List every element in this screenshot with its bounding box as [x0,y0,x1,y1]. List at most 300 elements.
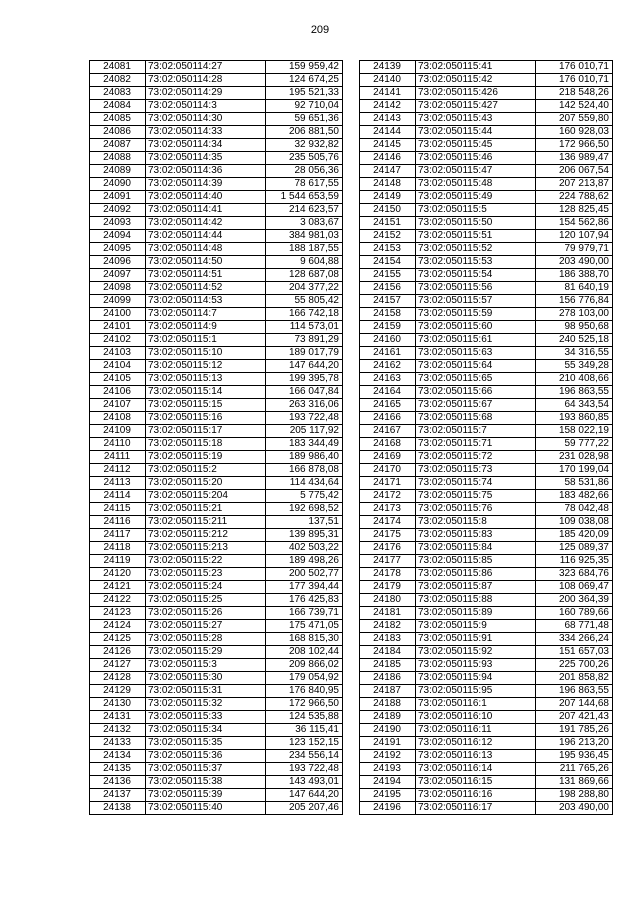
table-row [90,516,343,529]
row-number-cell: 24137 [90,789,146,802]
table-row [90,295,343,308]
row-number-cell: 24152 [360,230,416,243]
table-row [360,633,613,646]
row-number-cell: 24183 [360,633,416,646]
row-number-cell: 24127 [90,659,146,672]
value-cell: 224 788,62 [536,191,613,204]
cadastral-number-cell: 73:02:050115:22 [146,555,266,568]
table-row [360,802,613,815]
cadastral-number-cell: 73:02:050115:75 [416,490,536,503]
row-number-cell: 24117 [90,529,146,542]
row-number-cell: 24123 [90,607,146,620]
value-cell: 28 056,36 [266,165,343,178]
row-number-cell: 24086 [90,126,146,139]
row-number-cell: 24139 [360,61,416,74]
table-row [90,321,343,334]
cadastral-number-cell: 73:02:050115:74 [416,477,536,490]
value-cell: 1 544 653,59 [266,191,343,204]
cadastral-number-cell: 73:02:050115:45 [416,139,536,152]
row-number-cell: 24154 [360,256,416,269]
table-row [360,399,613,412]
value-cell: 73 891,29 [266,334,343,347]
cadastral-number-cell: 73:02:050116:1 [416,698,536,711]
cadastral-number-cell: 73:02:050115:44 [416,126,536,139]
cadastral-number-cell: 73:02:050114:28 [146,74,266,87]
value-cell: 108 069,47 [536,581,613,594]
cadastral-number-cell: 73:02:050115:29 [146,646,266,659]
cadastral-number-cell: 73:02:050115:1 [146,334,266,347]
value-cell: 189 017,79 [266,347,343,360]
table-row [360,503,613,516]
cadastral-number-cell: 73:02:050114:39 [146,178,266,191]
table-row [90,490,343,503]
cadastral-number-cell: 73:02:050115:92 [416,646,536,659]
cadastral-number-cell: 73:02:050115:83 [416,529,536,542]
row-number-cell: 24192 [360,750,416,763]
table-row [360,672,613,685]
cadastral-number-cell: 73:02:050115:41 [416,61,536,74]
row-number-cell: 24132 [90,724,146,737]
cadastral-number-cell: 73:02:050115:213 [146,542,266,555]
value-cell: 116 925,35 [536,555,613,568]
table-row [90,477,343,490]
value-cell: 154 562,86 [536,217,613,230]
table-row [360,139,613,152]
row-number-cell: 24177 [360,555,416,568]
value-cell: 147 644,20 [266,360,343,373]
table-row [360,698,613,711]
value-cell: 263 316,06 [266,399,343,412]
row-number-cell: 24108 [90,412,146,425]
value-cell: 151 657,03 [536,646,613,659]
value-cell: 195 521,33 [266,87,343,100]
cadastral-number-cell: 73:02:050115:89 [416,607,536,620]
table-row [90,529,343,542]
value-cell: 240 525,18 [536,334,613,347]
cadastral-number-cell: 73:02:050115:61 [416,334,536,347]
table-row [90,568,343,581]
table-row [90,230,343,243]
table-row [90,633,343,646]
row-number-cell: 24185 [360,659,416,672]
row-number-cell: 24090 [90,178,146,191]
row-number-cell: 24113 [90,477,146,490]
row-number-cell: 24148 [360,178,416,191]
row-number-cell: 24104 [90,360,146,373]
value-cell: 79 979,71 [536,243,613,256]
value-cell: 139 895,31 [266,529,343,542]
cadastral-number-cell: 73:02:050114:33 [146,126,266,139]
row-number-cell: 24196 [360,802,416,815]
row-number-cell: 24191 [360,737,416,750]
table-row [90,139,343,152]
page-number: 209 [310,24,330,36]
table-row [90,711,343,724]
row-number-cell: 24157 [360,295,416,308]
row-number-cell: 24195 [360,789,416,802]
table-row [360,685,613,698]
table-row [360,581,613,594]
cadastral-number-cell: 73:02:050115:72 [416,451,536,464]
row-number-cell: 24190 [360,724,416,737]
value-cell: 156 776,84 [536,295,613,308]
value-cell: 177 394,44 [266,581,343,594]
row-number-cell: 24181 [360,607,416,620]
value-cell: 176 010,71 [536,74,613,87]
cadastral-number-cell: 73:02:050115:84 [416,542,536,555]
value-cell: 199 395,78 [266,373,343,386]
cadastral-number-cell: 73:02:050115:49 [416,191,536,204]
row-number-cell: 24116 [90,516,146,529]
table-row [360,360,613,373]
cadastral-number-cell: 73:02:050114:36 [146,165,266,178]
value-cell: 189 498,26 [266,555,343,568]
row-number-cell: 24121 [90,581,146,594]
row-number-cell: 24093 [90,217,146,230]
row-number-cell: 24140 [360,74,416,87]
cadastral-number-cell: 73:02:050115:91 [416,633,536,646]
value-cell: 192 698,52 [266,503,343,516]
table-row [90,74,343,87]
value-cell: 160 789,66 [536,607,613,620]
cadastral-number-cell: 73:02:050115:88 [416,594,536,607]
table-row [90,737,343,750]
value-cell: 124 535,88 [266,711,343,724]
table-row [90,594,343,607]
value-cell: 183 482,66 [536,490,613,503]
table-row [90,802,343,815]
table-row [90,87,343,100]
value-cell: 225 700,26 [536,659,613,672]
value-cell: 142 524,40 [536,100,613,113]
row-number-cell: 24101 [90,321,146,334]
value-cell: 203 490,00 [536,256,613,269]
cadastral-number-cell: 73:02:050114:30 [146,113,266,126]
row-number-cell: 24096 [90,256,146,269]
cadastral-number-cell: 73:02:050114:42 [146,217,266,230]
table-row [360,61,613,74]
value-cell: 136 989,47 [536,152,613,165]
table-row [360,191,613,204]
row-number-cell: 24087 [90,139,146,152]
row-number-cell: 24168 [360,438,416,451]
value-cell: 334 266,24 [536,633,613,646]
table-row [90,607,343,620]
value-cell: 188 187,55 [266,243,343,256]
row-number-cell: 24179 [360,581,416,594]
row-number-cell: 24150 [360,204,416,217]
table-row [360,750,613,763]
table-row [90,763,343,776]
table-row [90,503,343,516]
cadastral-number-cell: 73:02:050115:56 [416,282,536,295]
cadastral-number-cell: 73:02:050114:9 [146,321,266,334]
cadastral-number-cell: 73:02:050115:64 [416,360,536,373]
cadastral-number-cell: 73:02:050115:47 [416,165,536,178]
cadastral-number-cell: 73:02:050115:63 [416,347,536,360]
cadastral-number-cell: 73:02:050115:42 [416,74,536,87]
row-number-cell: 24160 [360,334,416,347]
value-cell: 78 042,48 [536,503,613,516]
row-number-cell: 24106 [90,386,146,399]
row-number-cell: 24167 [360,425,416,438]
cadastral-number-cell: 73:02:050115:32 [146,698,266,711]
row-number-cell: 24114 [90,490,146,503]
cadastral-number-cell: 73:02:050115:46 [416,152,536,165]
table-row [360,373,613,386]
cadastral-number-cell: 73:02:050115:24 [146,581,266,594]
value-cell: 200 502,77 [266,568,343,581]
row-number-cell: 24095 [90,243,146,256]
cadastral-number-cell: 73:02:050115:14 [146,386,266,399]
cadastral-number-cell: 73:02:050115:66 [416,386,536,399]
cadastral-number-cell: 73:02:050115:16 [146,412,266,425]
table-row [360,451,613,464]
table-row [90,724,343,737]
table-row [90,620,343,633]
cadastral-number-cell: 73:02:050115:71 [416,438,536,451]
table-row [360,113,613,126]
table-row [360,334,613,347]
value-cell: 207 213,87 [536,178,613,191]
table-row [360,87,613,100]
cadastral-number-cell: 73:02:050115:5 [416,204,536,217]
row-number-cell: 24120 [90,568,146,581]
table-row [90,685,343,698]
table-row [90,425,343,438]
cadastral-number-cell: 73:02:050116:13 [416,750,536,763]
row-number-cell: 24105 [90,373,146,386]
cadastral-number-cell: 73:02:050115:426 [416,87,536,100]
table-row [90,347,343,360]
value-cell: 207 144,68 [536,698,613,711]
cadastral-number-cell: 73:02:050115:25 [146,594,266,607]
cadastral-number-cell: 73:02:050115:204 [146,490,266,503]
table-row [360,269,613,282]
cadastral-number-cell: 73:02:050115:65 [416,373,536,386]
value-cell: 158 022,19 [536,425,613,438]
table-row [360,347,613,360]
row-number-cell: 24175 [360,529,416,542]
table-row [90,191,343,204]
value-cell: 198 288,80 [536,789,613,802]
value-cell: 189 986,40 [266,451,343,464]
value-cell: 114 573,01 [266,321,343,334]
row-number-cell: 24102 [90,334,146,347]
table-row [360,464,613,477]
cadastral-number-cell: 73:02:050115:39 [146,789,266,802]
cadastral-number-cell: 73:02:050115:43 [416,113,536,126]
row-number-cell: 24193 [360,763,416,776]
table-row [360,308,613,321]
cadastral-number-cell: 73:02:050115:30 [146,672,266,685]
row-number-cell: 24187 [360,685,416,698]
cadastral-number-cell: 73:02:050114:40 [146,191,266,204]
table-row [90,581,343,594]
cadastral-number-cell: 73:02:050115:9 [416,620,536,633]
table-row [360,789,613,802]
value-cell: 176 425,83 [266,594,343,607]
value-cell: 186 388,70 [536,269,613,282]
value-cell: 201 858,82 [536,672,613,685]
table-row [90,646,343,659]
table-row [360,737,613,750]
cadastral-number-cell: 73:02:050116:10 [416,711,536,724]
cadastral-number-cell: 73:02:050114:7 [146,308,266,321]
value-cell: 205 117,92 [266,425,343,438]
row-number-cell: 24162 [360,360,416,373]
cadastral-number-cell: 73:02:050114:51 [146,269,266,282]
cadastral-number-cell: 73:02:050115:28 [146,633,266,646]
table-row [360,282,613,295]
value-cell: 5 775,42 [266,490,343,503]
value-cell: 59 651,36 [266,113,343,126]
value-cell: 124 674,25 [266,74,343,87]
row-number-cell: 24100 [90,308,146,321]
row-number-cell: 24128 [90,672,146,685]
cadastral-number-cell: 73:02:050115:15 [146,399,266,412]
row-number-cell: 24144 [360,126,416,139]
table-row [360,438,613,451]
row-number-cell: 24082 [90,74,146,87]
row-number-cell: 24188 [360,698,416,711]
row-number-cell: 24189 [360,711,416,724]
value-cell: 159 959,42 [266,61,343,74]
cadastral-number-cell: 73:02:050115:36 [146,750,266,763]
cadastral-number-cell: 73:02:050114:52 [146,282,266,295]
row-number-cell: 24182 [360,620,416,633]
table-row [360,204,613,217]
value-cell: 211 765,26 [536,763,613,776]
value-cell: 209 866,02 [266,659,343,672]
cadastral-number-cell: 73:02:050116:11 [416,724,536,737]
row-number-cell: 24110 [90,438,146,451]
table-row [90,204,343,217]
row-number-cell: 24089 [90,165,146,178]
value-cell: 114 434,64 [266,477,343,490]
row-number-cell: 24112 [90,464,146,477]
row-number-cell: 24142 [360,100,416,113]
cadastral-number-cell: 73:02:050114:34 [146,139,266,152]
value-cell: 125 089,37 [536,542,613,555]
cadastral-number-cell: 73:02:050115:27 [146,620,266,633]
cadastral-number-cell: 73:02:050115:53 [416,256,536,269]
row-number-cell: 24118 [90,542,146,555]
table-row [360,711,613,724]
value-cell: 196 863,55 [536,685,613,698]
value-cell: 172 966,50 [266,698,343,711]
cadastral-number-cell: 73:02:050114:3 [146,100,266,113]
row-number-cell: 24143 [360,113,416,126]
row-number-cell: 24176 [360,542,416,555]
cadastral-number-cell: 73:02:050114:35 [146,152,266,165]
cadastral-number-cell: 73:02:050114:27 [146,61,266,74]
value-cell: 98 950,68 [536,321,613,334]
table-row [360,477,613,490]
table-row [90,178,343,191]
row-number-cell: 24161 [360,347,416,360]
value-cell: 206 881,50 [266,126,343,139]
value-cell: 166 878,08 [266,464,343,477]
table-row [360,152,613,165]
row-number-cell: 24174 [360,516,416,529]
table-row [90,750,343,763]
cadastral-number-cell: 73:02:050115:10 [146,347,266,360]
value-cell: 9 604,88 [266,256,343,269]
value-cell: 81 640,19 [536,282,613,295]
table-row [360,126,613,139]
cadastral-number-cell: 73:02:050115:212 [146,529,266,542]
table-row [360,386,613,399]
value-cell: 128 687,08 [266,269,343,282]
value-cell: 210 408,66 [536,373,613,386]
row-number-cell: 24170 [360,464,416,477]
cadastral-number-cell: 73:02:050115:20 [146,477,266,490]
row-number-cell: 24156 [360,282,416,295]
row-number-cell: 24092 [90,204,146,217]
table-row [90,282,343,295]
cadastral-number-cell: 73:02:050115:19 [146,451,266,464]
value-cell: 170 199,04 [536,464,613,477]
cadastral-number-cell: 73:02:050115:38 [146,776,266,789]
row-number-cell: 24091 [90,191,146,204]
row-number-cell: 24099 [90,295,146,308]
value-cell: 208 102,44 [266,646,343,659]
table-row [90,698,343,711]
value-cell: 193 722,48 [266,763,343,776]
row-number-cell: 24138 [90,802,146,815]
row-number-cell: 24141 [360,87,416,100]
cadastral-number-cell: 73:02:050116:15 [416,776,536,789]
cadastral-number-cell: 73:02:050115:8 [416,516,536,529]
cadastral-number-cell: 73:02:050115:87 [416,581,536,594]
cadastral-number-cell: 73:02:050115:60 [416,321,536,334]
row-number-cell: 24124 [90,620,146,633]
row-number-cell: 24178 [360,568,416,581]
table-row [360,295,613,308]
value-cell: 160 928,03 [536,126,613,139]
table-row [90,399,343,412]
cadastral-number-cell: 73:02:050114:29 [146,87,266,100]
row-number-cell: 24158 [360,308,416,321]
row-number-cell: 24147 [360,165,416,178]
row-number-cell: 24129 [90,685,146,698]
value-cell: 196 863,55 [536,386,613,399]
table-row [90,659,343,672]
table-row [360,542,613,555]
row-number-cell: 24186 [360,672,416,685]
row-number-cell: 24184 [360,646,416,659]
table-row [360,243,613,256]
cadastral-number-cell: 73:02:050115:76 [416,503,536,516]
value-cell: 166 742,18 [266,308,343,321]
row-number-cell: 24171 [360,477,416,490]
cadastral-number-cell: 73:02:050115:52 [416,243,536,256]
table-row [360,776,613,789]
value-cell: 120 107,94 [536,230,613,243]
row-number-cell: 24155 [360,269,416,282]
table-row [360,763,613,776]
cadastral-number-cell: 73:02:050115:93 [416,659,536,672]
cadastral-number-cell: 73:02:050115:95 [416,685,536,698]
cadastral-number-cell: 73:02:050115:67 [416,399,536,412]
row-number-cell: 24081 [90,61,146,74]
row-number-cell: 24115 [90,503,146,516]
cadastral-value-table-right [359,60,613,815]
table-row [360,555,613,568]
cadastral-number-cell: 73:02:050115:57 [416,295,536,308]
row-number-cell: 24166 [360,412,416,425]
